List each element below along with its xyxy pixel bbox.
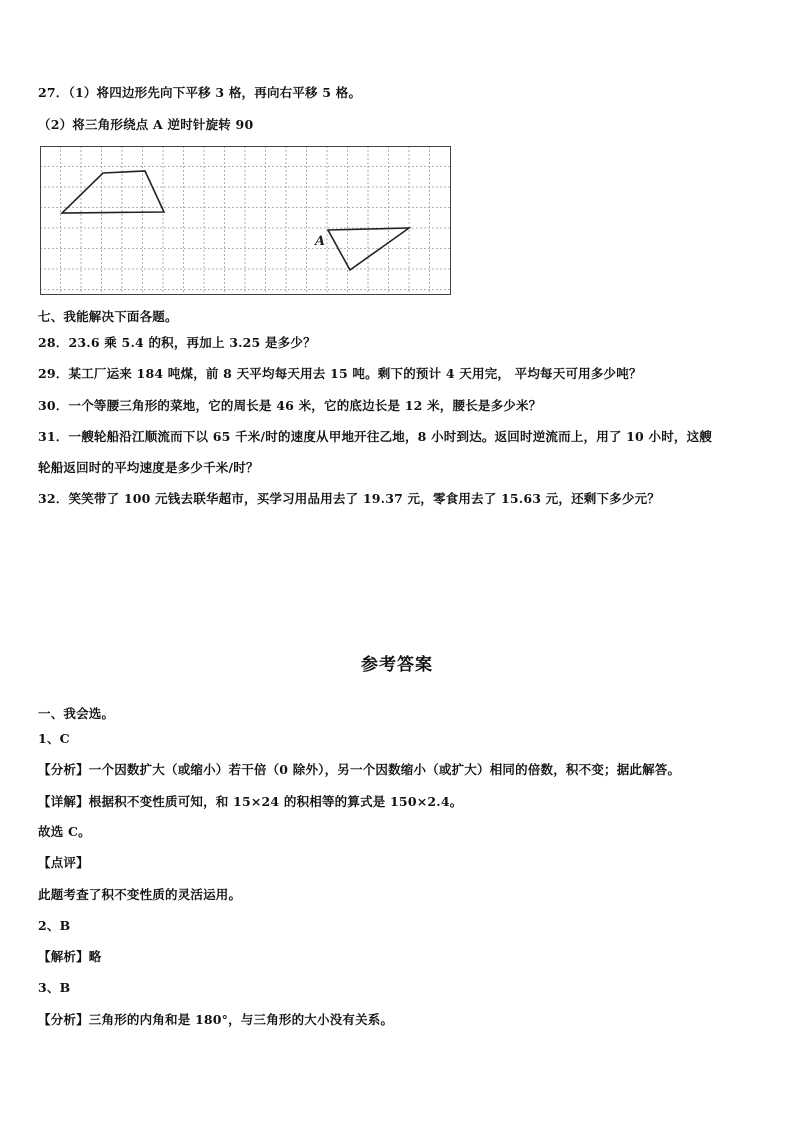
question-31-line-2: 轮船返回时的平均速度是多少千米/时？: [38, 460, 259, 475]
question-32: 32．笑笑带了 100 元钱去联华超市，买学习用品用去了 19.37 元，零食用去了 15.63 元，还剩下多少元？: [38, 491, 660, 506]
answers-section-1: 一、我会选。: [38, 706, 115, 721]
answer-2: 2、B: [38, 918, 71, 933]
answers-title: 参考答案: [361, 655, 433, 675]
question-27-part-2: （2）将三角形绕点 A 逆时针旋转 90: [38, 117, 254, 132]
point-a-label: A: [315, 234, 326, 249]
answer-1: 1、C: [38, 731, 70, 746]
answer-1-analysis: 【分析】一个因数扩大（或缩小）若干倍（0 除外），另一个因数缩小（或扩大）相同的倍数，积不变；据此解答。: [38, 762, 681, 777]
answer-3-analysis: 【分析】三角形的内角和是 180°，与三角形的大小没有关系。: [38, 1012, 394, 1027]
answer-2-analysis: 【解析】略: [38, 949, 102, 964]
grid-lines: [40, 146, 451, 295]
grid-figure: [40, 146, 451, 295]
answer-1-choice: 故选 C。: [38, 824, 91, 839]
answer-1-comment-label: 【点评】: [38, 855, 89, 870]
triangle-shape: [328, 228, 409, 270]
grid-svg: [40, 146, 451, 295]
question-27-part-1: 27．（1）将四边形先向下平移 3 格，再向右平移 5 格。: [38, 85, 362, 100]
quadrilateral-shape: [62, 171, 164, 213]
answer-1-detail: 【详解】根据积不变性质可知，和 15×24 的积相等的算式是 150×2.4。: [38, 794, 463, 809]
answer-3: 3、B: [38, 980, 71, 995]
grid-border: [41, 147, 451, 295]
section-7-heading: 七、我能解决下面各题。: [38, 309, 178, 324]
question-30: 30．一个等腰三角形的菜地，它的周长是 46 米，它的底边长是 12 米，腰长是多少米？: [38, 398, 542, 413]
question-28: 28．23.6 乘 5.4 的积，再加上 3.25 是多少？: [38, 335, 316, 350]
question-31-line-1: 31．一艘轮船沿江顺流而下以 65 千米/时的速度从甲地开往乙地，8 小时到达。返回时逆流而上，用了 10 小时，这艘: [38, 429, 713, 444]
question-29: 29．某工厂运来 184 吨煤，前 8 天平均每天用去 15 吨。剩下的预计 4 天用完， 平均每天可用多少吨？: [38, 366, 642, 381]
answer-1-comment: 此题考查了积不变性质的灵活运用。: [38, 887, 242, 902]
